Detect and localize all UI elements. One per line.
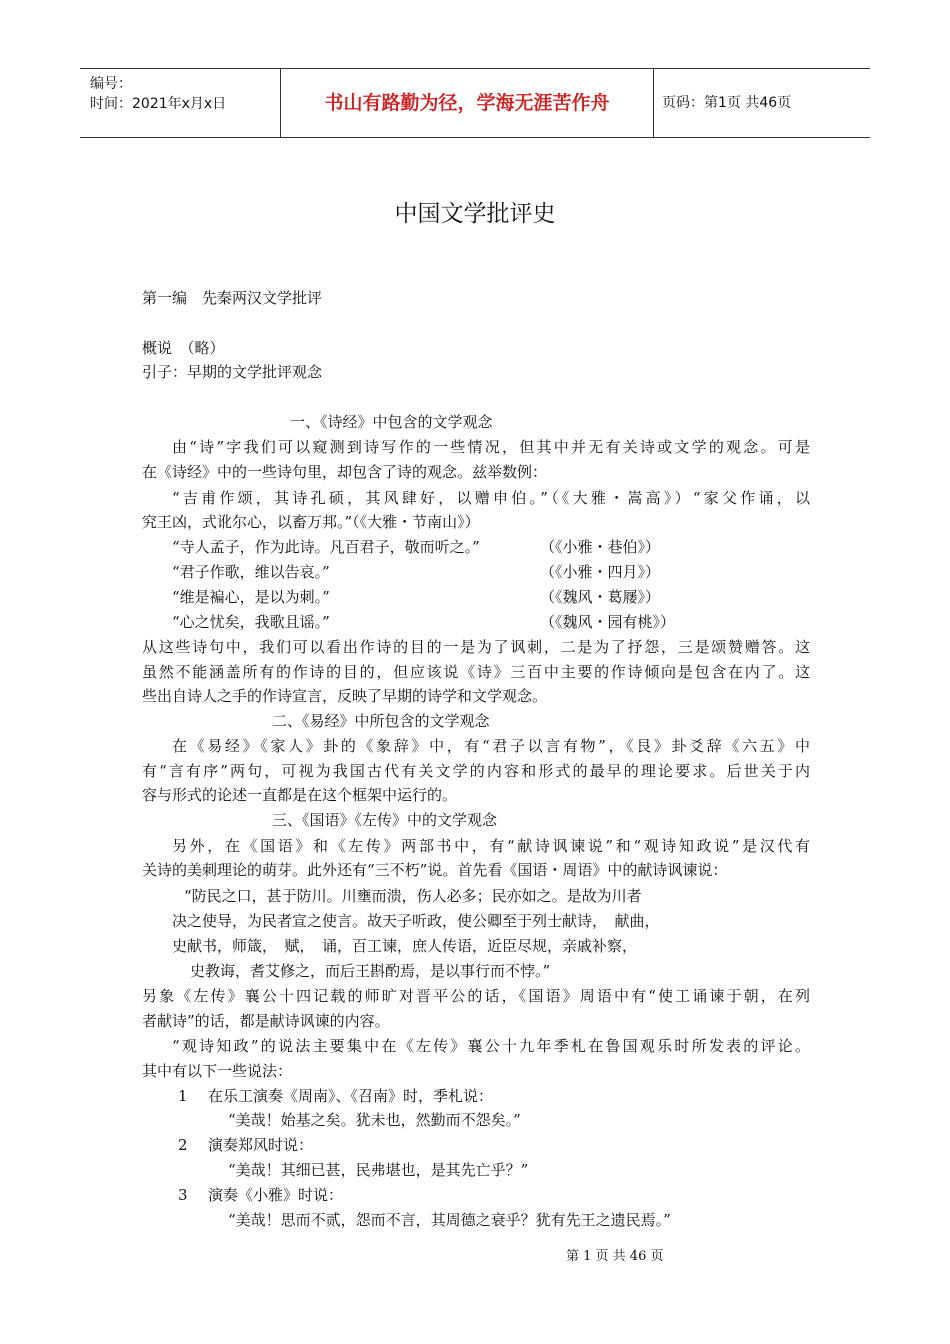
section1-quote3-source: （《小雅・四月》） <box>540 563 661 581</box>
header-page-info: 页码：第1页 共46页 <box>662 95 792 111</box>
section1-para2-line2: 虽然不能涵盖所有的作诗的目的，但应该说《诗》三百中主要的作诗倾向是包含在内了。这 <box>142 663 810 681</box>
section1-quote3-text: “君子作歌，维以告哀。” <box>172 563 330 581</box>
list-item-quote: “美哉！始基之矣。犹未也，然勤而不怨矣。” <box>228 1111 521 1129</box>
section2-line3: 容与形式的论述一直都是在这个框架中运行的。 <box>142 786 458 804</box>
section1-quote4-text: “维是褊心，是以为刺。” <box>172 588 330 606</box>
list-item-number: 3 <box>178 1186 188 1204</box>
section3-quote-line4: 史教诲，耆艾修之，而后王斟酌焉，是以事行而不悖。” <box>190 962 551 980</box>
section1-quote5-source: （《魏风・园有桃》） <box>540 613 676 631</box>
section3-para-line1: 另象《左传》襄公十四记载的师旷对晋平公的话，《国语》周语中有“使工诵谏于朝，在列 <box>142 987 810 1005</box>
overview-line: 概说 （略） <box>142 339 225 357</box>
section1-para1-line1: 由“诗”字我们可以窥测到诗写作的一些情况，但其中并无有关诗或文学的观念。可是 <box>172 438 810 456</box>
section1-quote1-line1: “吉甫作颂，其诗孔硕，其风肆好，以赠申伯。”（《大雅・嵩高》）“家父作诵，以 <box>172 489 810 507</box>
section2-line1: 在《易经》《家人》卦的《象辞》中，有“君子以言有物”，《艮》卦爻辞《六五》中 <box>172 737 810 755</box>
section3-line1: 另外，在《国语》和《左传》两部书中，有“献诗讽谏说”和“观诗知政说”是汉代有 <box>172 837 810 855</box>
header-table <box>80 68 870 138</box>
section1-quote2-source: （《小雅・巷伯》） <box>540 538 661 556</box>
section2-line2: 有“言有序”两句，可视为我国古代有关文学的内容和形式的最早的理论要求。后世关于内 <box>142 762 810 780</box>
list-item-text: 在乐工演奏《周南》、《召南》时，季札说： <box>208 1087 494 1105</box>
section3-para2-line1: “观诗知政”的说法主要集中在《左传》襄公十九年季札在鲁国观乐时所发表的评论。 <box>172 1037 810 1055</box>
section3-quote-line2: 决之使导，为民者宣之使言。故天子听政，使公卿至于列士献诗， 献曲， <box>172 912 660 930</box>
section1-quote5-text: “心之忧矣，我歌且谣。” <box>172 613 330 631</box>
section1-quote2-text: “寺人孟子，作为此诗。凡百君子，敬而听之。” <box>172 538 480 556</box>
number-label: 编号： <box>90 76 132 92</box>
part-title: 第一编 先秦两汉文学批评 <box>142 289 323 307</box>
section1-para1-line2: 在《诗经》中的一些诗句里，却包含了诗的观念。兹举数例： <box>142 463 548 481</box>
document-title: 中国文学批评史 <box>394 201 556 227</box>
section1-para2-line3: 些出自诗人之手的作诗宣言，反映了早期的诗学和文学观念。 <box>142 687 548 705</box>
list-item-text: 演奏《小雅》时说： <box>208 1186 344 1204</box>
list-item-number: 2 <box>178 1136 188 1154</box>
section3-para2-line2: 其中有以下一些说法： <box>142 1062 293 1080</box>
section3-para-line2: 者献诗”的话，都是献诗讽谏的内容。 <box>142 1012 390 1030</box>
header-meta-cell <box>80 69 281 137</box>
section2-heading: 二、《易经》中所包含的文学观念 <box>272 712 490 730</box>
header-motto: 书山有路勤为径，学海无涯苦作舟 <box>281 69 654 137</box>
section1-heading: 一、《诗经》中包含的文学观念 <box>290 413 493 431</box>
list-item-quote: “美哉！其细已甚，民弗堪也，是其先亡乎？” <box>228 1161 529 1179</box>
time-label: 时间：2021年x月x日 <box>90 96 227 112</box>
section1-quote1-line2: 究王凶，式讹尔心，以畜万邦。”（《大雅・节南山》） <box>142 513 480 531</box>
section1-para2-line1: 从这些诗句中，我们可以看出作诗的目的一是为了讽刺，二是为了抒怨，三是颂赞赠答。这 <box>142 638 810 656</box>
section1-quote4-source: （《魏风・葛屦》） <box>540 588 661 606</box>
section3-heading: 三、《国语》《左传》中的文学观念 <box>272 811 498 829</box>
intro-line: 引子：早期的文学批评观念 <box>142 363 323 381</box>
list-item-quote: “美哉！思而不贰，怨而不言，其周德之衰乎？犹有先王之遗民焉。” <box>228 1211 671 1229</box>
page-footer: 第 1 页 共 46 页 <box>566 1249 664 1264</box>
section3-quote-line1: “防民之口，甚于防川。川壅而溃，伤人必多；民亦如之。是故为川者 <box>184 887 642 905</box>
section3-quote-line3: 史献书，师箴， 赋， 诵，百工谏，庶人传语，近臣尽规，亲戚补察， <box>172 937 638 955</box>
list-item-number: 1 <box>178 1087 188 1105</box>
list-item-text: 演奏郑风时说： <box>208 1136 314 1154</box>
section3-line2: 关诗的美刺理论的萌芽。此外还有“三不朽”说。首先看《国语・周语》中的献诗讽谏说： <box>142 861 728 879</box>
